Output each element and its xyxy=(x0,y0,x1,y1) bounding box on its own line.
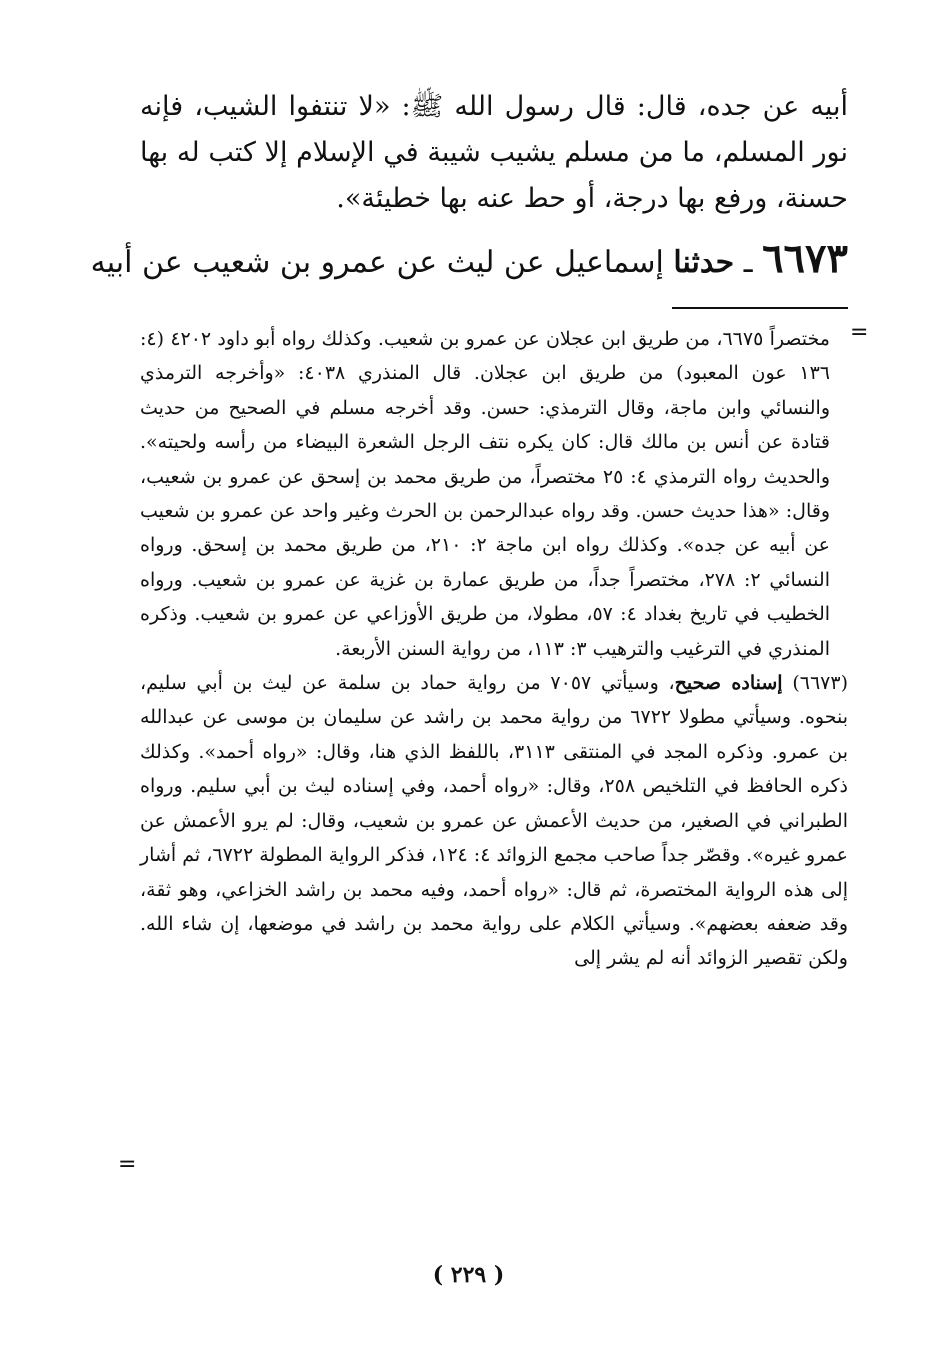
continuation-mark-bottom: = xyxy=(118,1152,137,1177)
footnote-grading: إسناده صحيح xyxy=(674,672,783,695)
hadith-number: ٦٦٧٣ xyxy=(762,235,848,282)
footnote-entry xyxy=(140,666,848,976)
page-number: ( ٢٢٩ ) xyxy=(432,1262,505,1288)
footnotes-section xyxy=(140,322,848,976)
hadith-narrated-word: حدثنا xyxy=(673,245,735,280)
footnote-continuation: مختصراً ٦٦٧٥، من طريق ابن عجلان عن عمرو بن شعيب. وكذلك رواه أبو داود ٤٢٠٢ (٤: ١٣٦ عون المعبود) من طريق ابن عجلان. قال المنذري ٤٠٣٨: «وأخرجه الترمذي والنسائي وابن ماجة، وقال الترمذي: حسن. وقد أخرجه مسلم في الصحيح من حديث قتادة عن أنس بن مالك قال: كان يكره نتف الرجل الشعرة البيضاء من رأسه ولحيته». والحديث رواه الترمذي ٤: ٢٥ مختصراً، من طريق محمد بن إسحق عن عمرو بن شعيب، وقال: «هذا حديث حسن. وقد رواه عبدالرحمن بن الحرث وغير واحد عن عمرو بن شعيب عن أبيه عن جده». وكذلك رواه ابن ماجة ٢: ٢١٠، من طريق محمد بن إسحق. ورواه النسائي ٢: ٢٧٨، مختصراً جداً، من طريق عمارة بن غزية عن عمرو بن شعيب. ورواه الخطيب في تاريخ بغداد ٤: ٥٧، مطولا، من طريق الأوزاعي عن عمرو بن شعيب. وذكره المنذري في الترغيب والترهيب ٣: ١١٣، من رواية السنن الأربعة. xyxy=(140,328,831,660)
hadith-body-text xyxy=(140,84,848,222)
hadith-body-paragraph: أبيه عن جده، قال: قال رسول الله ﷺ: «لا تنتفوا الشيب، فإنه نور المسلم، ما من مسلم يشيب شيبة في الإسلام إلا كتب له بها حسنة، ورفع بها درجة، أو حط عنه بها خطيئة». xyxy=(140,91,848,214)
hadith-chain: إسماعيل عن ليث عن عمرو بن شعيب عن أبيه xyxy=(90,245,674,280)
footnote-number: (٦٦٧٣) xyxy=(782,672,848,695)
footnote-divider xyxy=(672,307,848,309)
hadith-header xyxy=(90,235,848,286)
footnote-text: ، وسيأتي ٧٠٥٧ من رواية حماد بن سلمة عن ليث بن أبي سليم، بنحوه. وسيأتي مطولا ٦٧٢٢ من رواية محمد بن راشد عن سليمان بن موسى عن عبدالله بن عمرو. وذكره المجد في المنتقى ٣١١٣، باللفظ الذي هنا، وقال: «رواه أحمد». وكذلك ذكره الحافظ في التلخيص ٢٥٨، وقال: «رواه أحمد، وفي إسناده ليث بن أبي سليم. ورواه الطبراني في الصغير، من حديث الأعمش عن عمرو بن شعيب، وقال: لم يرو الأعمش عن عمرو غيره». وقصّر جداً صاحب مجمع الزوائد ٤: ١٢٤، فذكر الرواية المطولة ٦٧٢٢، ثم أشار إلى هذه الرواية المختصرة، ثم قال: «رواه أحمد، وفيه محمد بن راشد الخزاعي، وهو ثقة، وقد ضعفه بعضهم». وسيأتي الكلام على رواية محمد بن راشد في موضعها، إن شاء الله. ولكن تقصير الزوائد أنه لم يشر إلى xyxy=(140,672,849,970)
continuation-mark-top: = xyxy=(850,320,869,345)
hadith-dash: ـ xyxy=(734,245,763,280)
